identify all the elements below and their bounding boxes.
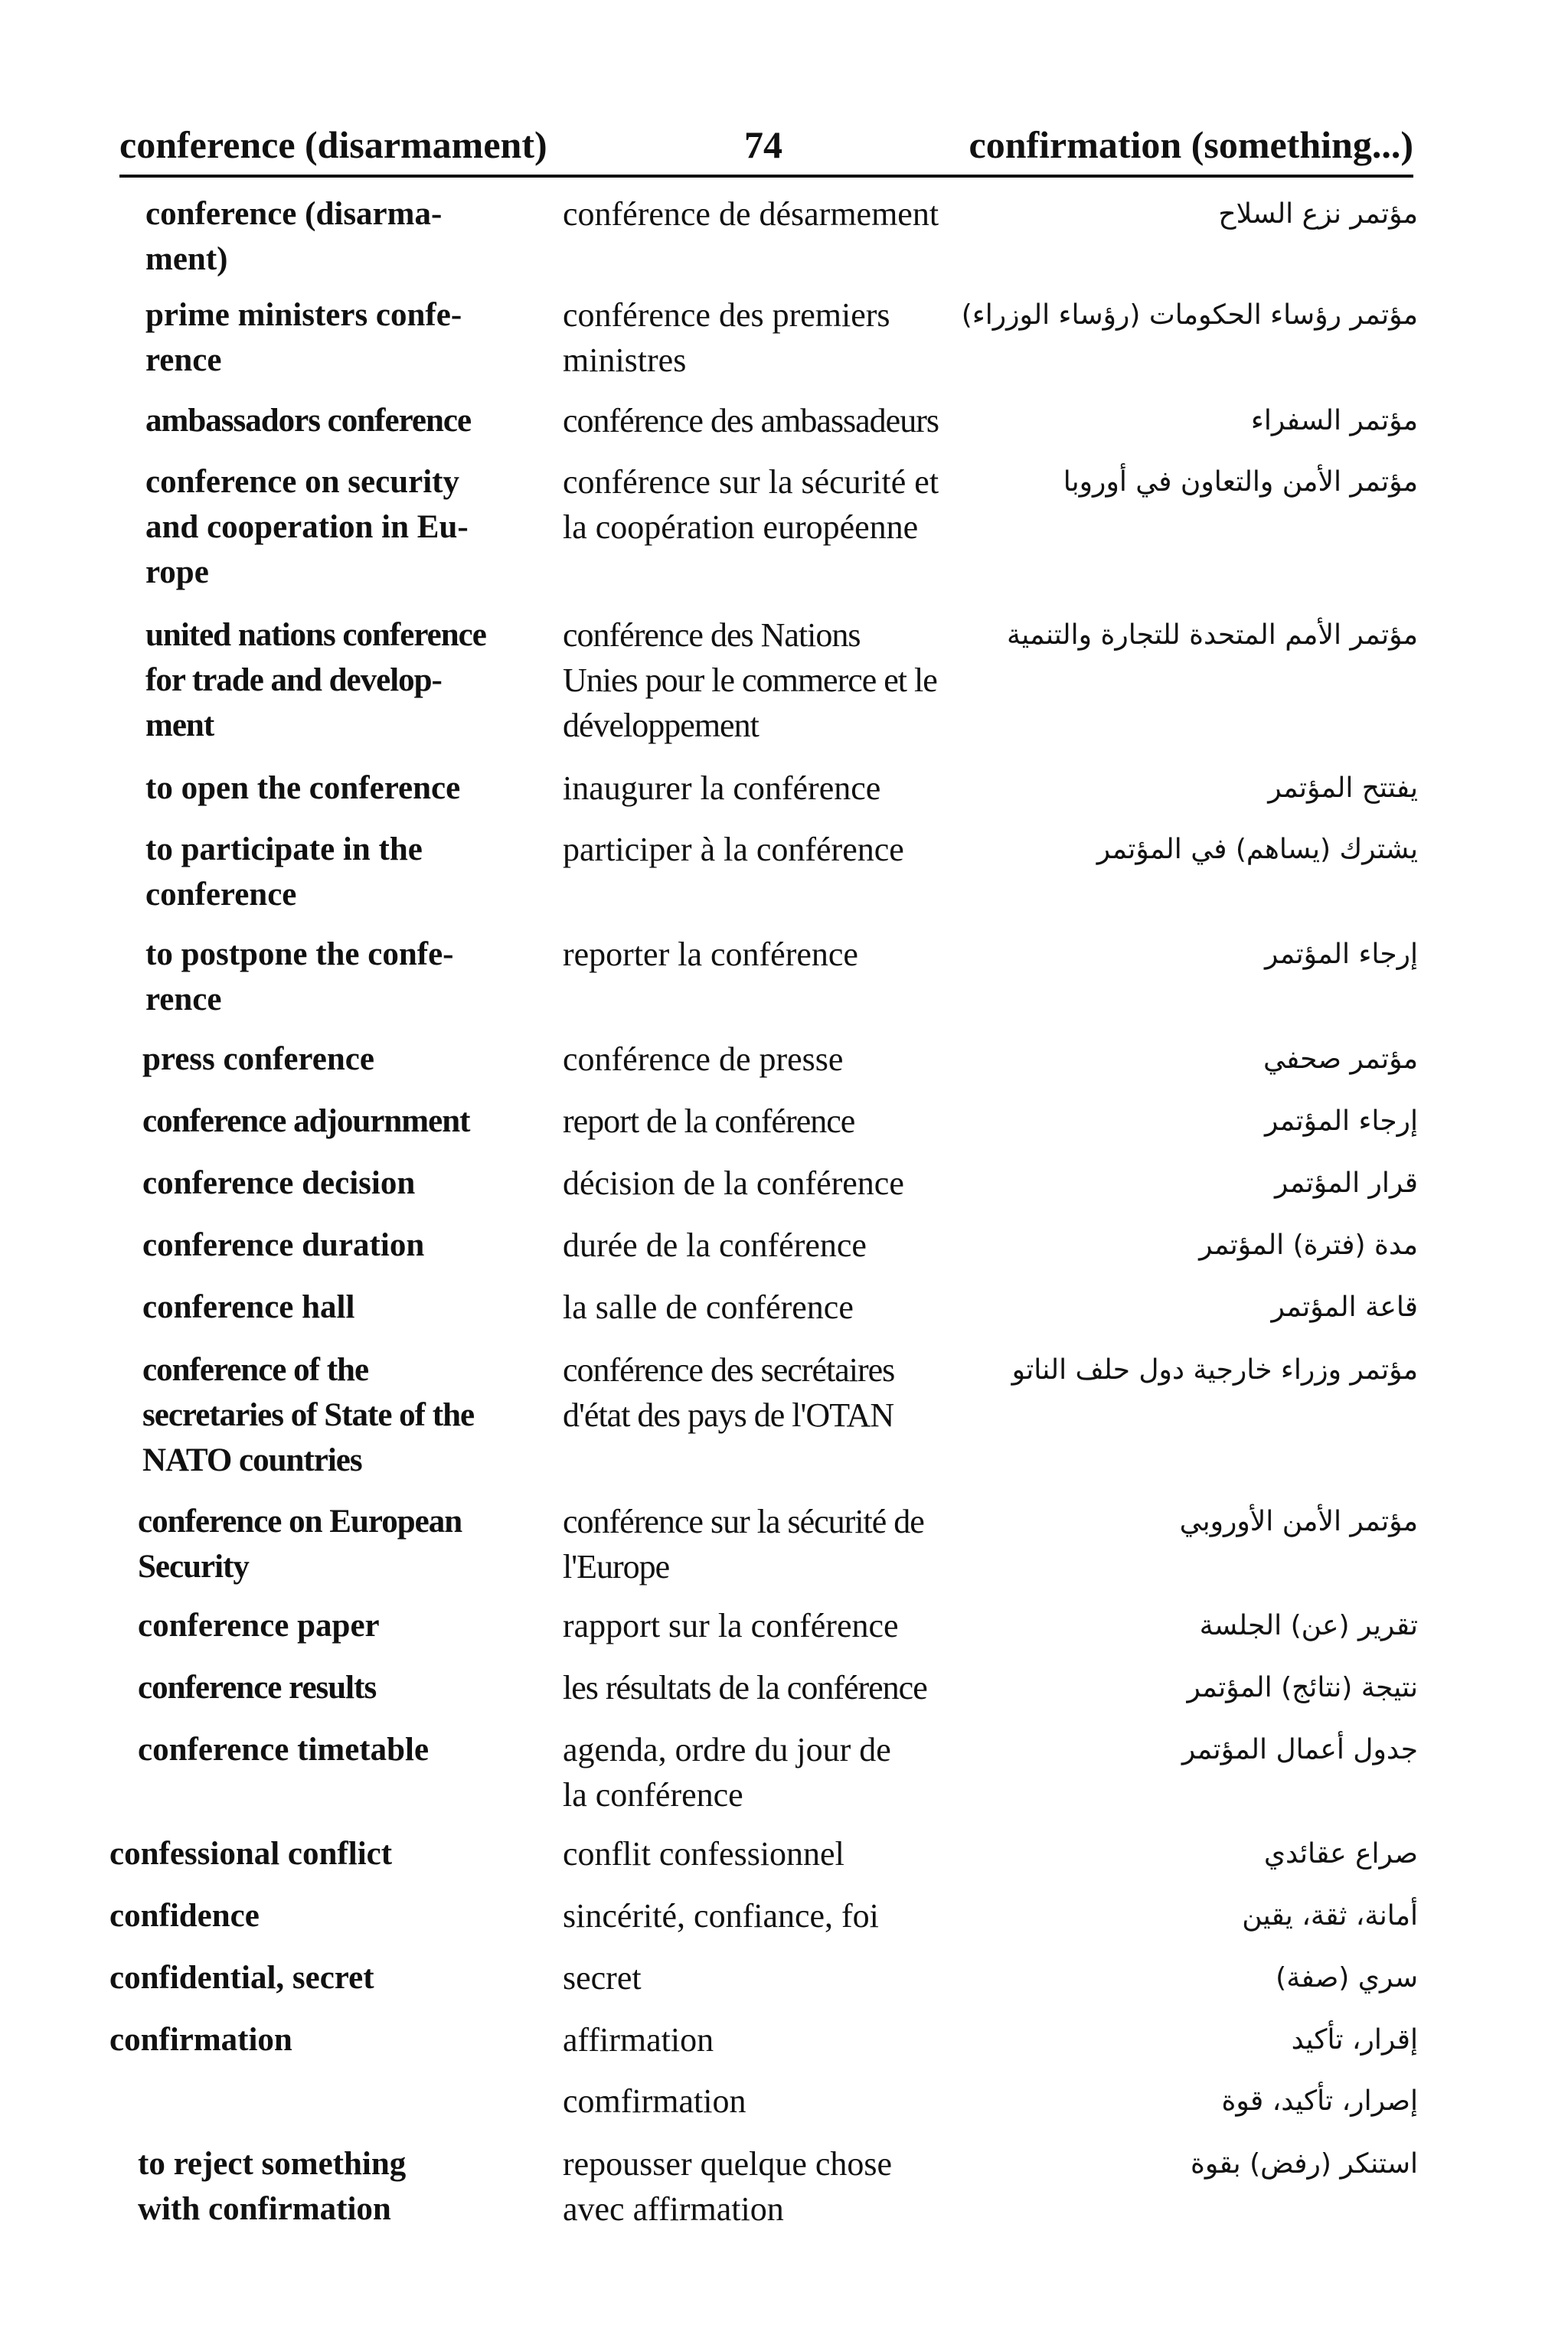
entry-english: to open the conference: [145, 770, 461, 806]
entry-french: secret: [563, 1959, 642, 1997]
entry-english: confidence: [109, 1898, 260, 1934]
entry-arabic: مدة (فترة) المؤتمر: [1199, 1230, 1418, 1261]
entry-english: to reject something with confirmation: [138, 2146, 407, 2227]
entry-french: comfirmation: [563, 2082, 746, 2120]
entry-english: conference decision: [142, 1165, 416, 1201]
entry-french: conférence des premiers ministres: [563, 296, 890, 379]
entry-english: conference hall: [142, 1289, 355, 1325]
entry-english: conference of the secretaries of State of the NATO countries: [142, 1352, 475, 1478]
entry-english: confidential, secret: [109, 1960, 374, 1996]
entry-french: conférence des ambassadeurs: [563, 402, 939, 439]
entry-arabic: إقرار، تأكيد: [1291, 2024, 1418, 2056]
entry-french: conférence des Nations Unies pour le commerce et le développement: [563, 616, 937, 744]
entry-english: confessional conflict: [109, 1836, 393, 1872]
entry-arabic: يشترك (يساهم) في المؤتمر: [1096, 834, 1418, 865]
entry-french: sincérité, confiance, foi: [563, 1897, 879, 1935]
entry-french: décision de la conférence: [563, 1164, 904, 1202]
entry-french: les résultats de la conférence: [563, 1669, 927, 1706]
entry-french: affirmation: [563, 2021, 714, 2059]
entry-arabic: مؤتمر السفراء: [1250, 405, 1418, 436]
entry-arabic: مؤتمر رؤساء الحكومات (رؤساء الوزراء): [961, 299, 1418, 331]
entry-english: united nations conference for trade and develop- ment: [145, 617, 486, 743]
entry-english: conference adjournment: [142, 1103, 470, 1139]
entry-arabic: صراع عقائدي: [1263, 1838, 1418, 1870]
entry-arabic: مؤتمر وزراء خارجية دول حلف الناتو: [1011, 1354, 1418, 1386]
entry-english: press conference: [142, 1041, 374, 1077]
entry-french: conférence des secrétaires d'état des pays de l'OTAN: [563, 1351, 895, 1434]
entry-english: to participate in the conference: [145, 831, 423, 913]
entry-arabic: إصرار، تأكيد، قوة: [1221, 2085, 1418, 2117]
entry-english: prime ministers confe- rence: [145, 297, 462, 378]
entry-arabic: سري (صفة): [1276, 1962, 1418, 1994]
header-first-entry: conference (disarmament): [119, 123, 547, 166]
entry-english: ambassadors conference: [145, 403, 472, 439]
entry-arabic: إرجاء المؤتمر: [1264, 939, 1418, 970]
entry-arabic: أمانة، ثقة، يقين: [1242, 1900, 1418, 1932]
entry-arabic: مؤتمر الأمم المتحدة للتجارة والتنمية: [1006, 619, 1418, 651]
entry-french: agenda, ordre du jour de la conférence: [563, 1731, 891, 1814]
entry-arabic: استنكر (رفض) بقوة: [1191, 2148, 1418, 2180]
entry-arabic: يفتتح المؤتمر: [1268, 772, 1418, 804]
header-last-entry: confirmation (something...): [969, 123, 1413, 166]
entry-english: conference timetable: [138, 1732, 430, 1768]
entry-french: rapport sur la conférence: [563, 1607, 899, 1644]
entry-arabic: مؤتمر الأمن الأوروبي: [1179, 1506, 1418, 1537]
entry-french: inaugurer la conférence: [563, 769, 881, 807]
entry-english: confirmation: [109, 2022, 292, 2058]
entry-arabic: نتيجة (نتائج) المؤتمر: [1187, 1672, 1418, 1703]
entry-arabic: جدول أعمال المؤتمر: [1181, 1734, 1418, 1765]
entry-arabic: إرجاء المؤتمر: [1264, 1105, 1418, 1137]
entry-arabic: تقرير (عن) الجلسة: [1199, 1610, 1418, 1641]
entry-arabic: مؤتمر صحفي: [1263, 1043, 1418, 1075]
entry-french: durée de la conférence: [563, 1226, 867, 1264]
entry-french: conférence de désarmement: [563, 195, 939, 233]
entry-french: la salle de conférence: [563, 1288, 854, 1326]
entry-english: conference on security and cooperation in Eu- rope: [145, 464, 469, 590]
entry-english: conference results: [138, 1670, 377, 1706]
entry-arabic: قرار المؤتمر: [1275, 1168, 1418, 1199]
entry-french: conférence sur la sécurité et la coopération européenne: [563, 463, 939, 546]
entry-english: conference duration: [142, 1227, 425, 1263]
entry-english: to postpone the confe- rence: [145, 936, 454, 1017]
entry-arabic: مؤتمر نزع السلاح: [1218, 198, 1418, 230]
entry-french: participer à la conférence: [563, 831, 904, 868]
entry-french: conflit confessionnel: [563, 1835, 844, 1873]
entry-arabic: مؤتمر الأمن والتعاون في أوروبا: [1063, 466, 1418, 498]
entry-arabic: قاعة المؤتمر: [1271, 1292, 1418, 1323]
entry-english: conference (disarma- ment): [145, 196, 443, 277]
page-number: 74: [744, 123, 782, 166]
entry-french: repousser quelque chose avec affirmation: [563, 2145, 893, 2228]
entry-french: report de la conférence: [563, 1102, 855, 1140]
entry-french: conférence sur la sécurité de l'Europe: [563, 1503, 924, 1586]
entry-french: reporter la conférence: [563, 936, 858, 973]
entry-english: conference on European Security: [138, 1504, 462, 1585]
entry-french: conférence de presse: [563, 1040, 844, 1078]
entry-english: conference paper: [138, 1608, 380, 1644]
